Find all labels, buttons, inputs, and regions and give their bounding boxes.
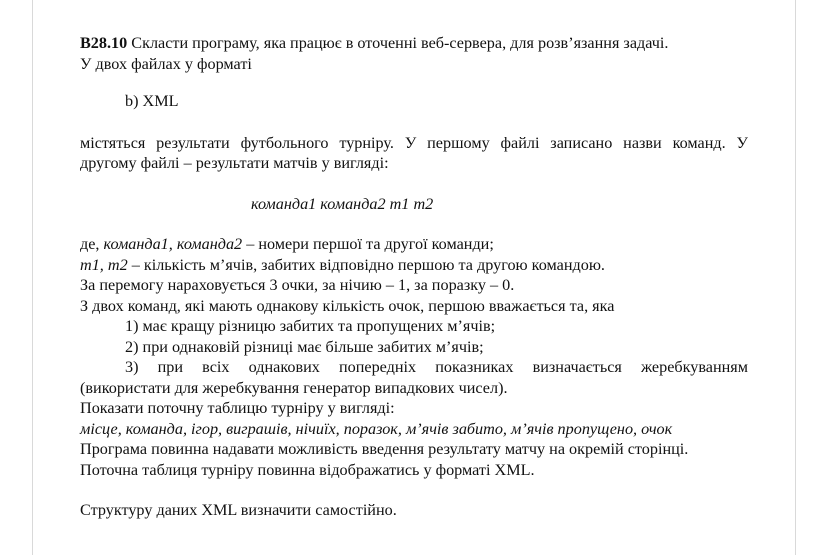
goals-variables: m1, m2 (80, 255, 128, 274)
task-content (80, 33, 748, 521)
tie-criterion-3-continued: (використати для жеребкування генератор випадкових чисел). (80, 378, 508, 397)
where-variables: команда1, команда2 (103, 235, 243, 253)
variant-label: b) XML (125, 92, 179, 110)
task-number: B28.10 (80, 34, 128, 52)
goals-line (80, 255, 748, 276)
tie-criterion-3: 3) при всіх однакових попередніх показниках визначається жеребкуванням (125, 358, 748, 376)
show-table-instruction: Показати поточну таблицю турніру у вигляді: (80, 399, 395, 417)
where-line (80, 234, 748, 255)
where-description: – номери першої та другої команди; (242, 235, 494, 253)
task-intro-text: Скласти програму, яка працює в оточенні веб-сервера, для розв’язання задачі. (127, 34, 669, 52)
table-format: місце, команда, ігор, виграшів, нічиїх, поразок, м’ячів забито, м’ячів пропущено, очок (80, 419, 673, 438)
where-prefix: де, (80, 235, 104, 253)
description-line-2: другому файлі – результати матчів у вигляді: (80, 154, 389, 172)
tie-criterion-1: 1) має кращу різницю забитих та пропущених м’ячів; (125, 317, 496, 335)
task-intro-line-2: У двох файлах у форматі (80, 54, 252, 73)
input-page-requirement: Програма повинна надавати можливість введення результату матчу на окремій сторінці. (80, 440, 689, 458)
xml-structure-note: Структуру даних XML визначити самостійно. (80, 501, 397, 519)
task-title-line (80, 33, 748, 54)
goals-description: – кількість м’ячів, забитих відповідно першою та другою командою. (127, 255, 605, 274)
points-rule: За перемогу нараховується 3 очки, за нічию – 1, за поразку – 0. (80, 276, 515, 294)
document-page (32, 0, 796, 555)
match-format-formula: команда1 команда2 m1 m2 (251, 194, 434, 213)
description-line-1: містяться результати футбольного турніру. У першому файлі записано назви команд. У (80, 133, 748, 152)
tie-rule: З двох команд, які мають однакову кількість очок, першою вважається та, яка (80, 296, 615, 315)
tie-criterion-2: 2) при однаковій різниці має більше забитих м’ячів; (125, 337, 484, 356)
xml-output-requirement: Поточна таблиця турніру повинна відображатись у форматі XML. (80, 460, 535, 479)
